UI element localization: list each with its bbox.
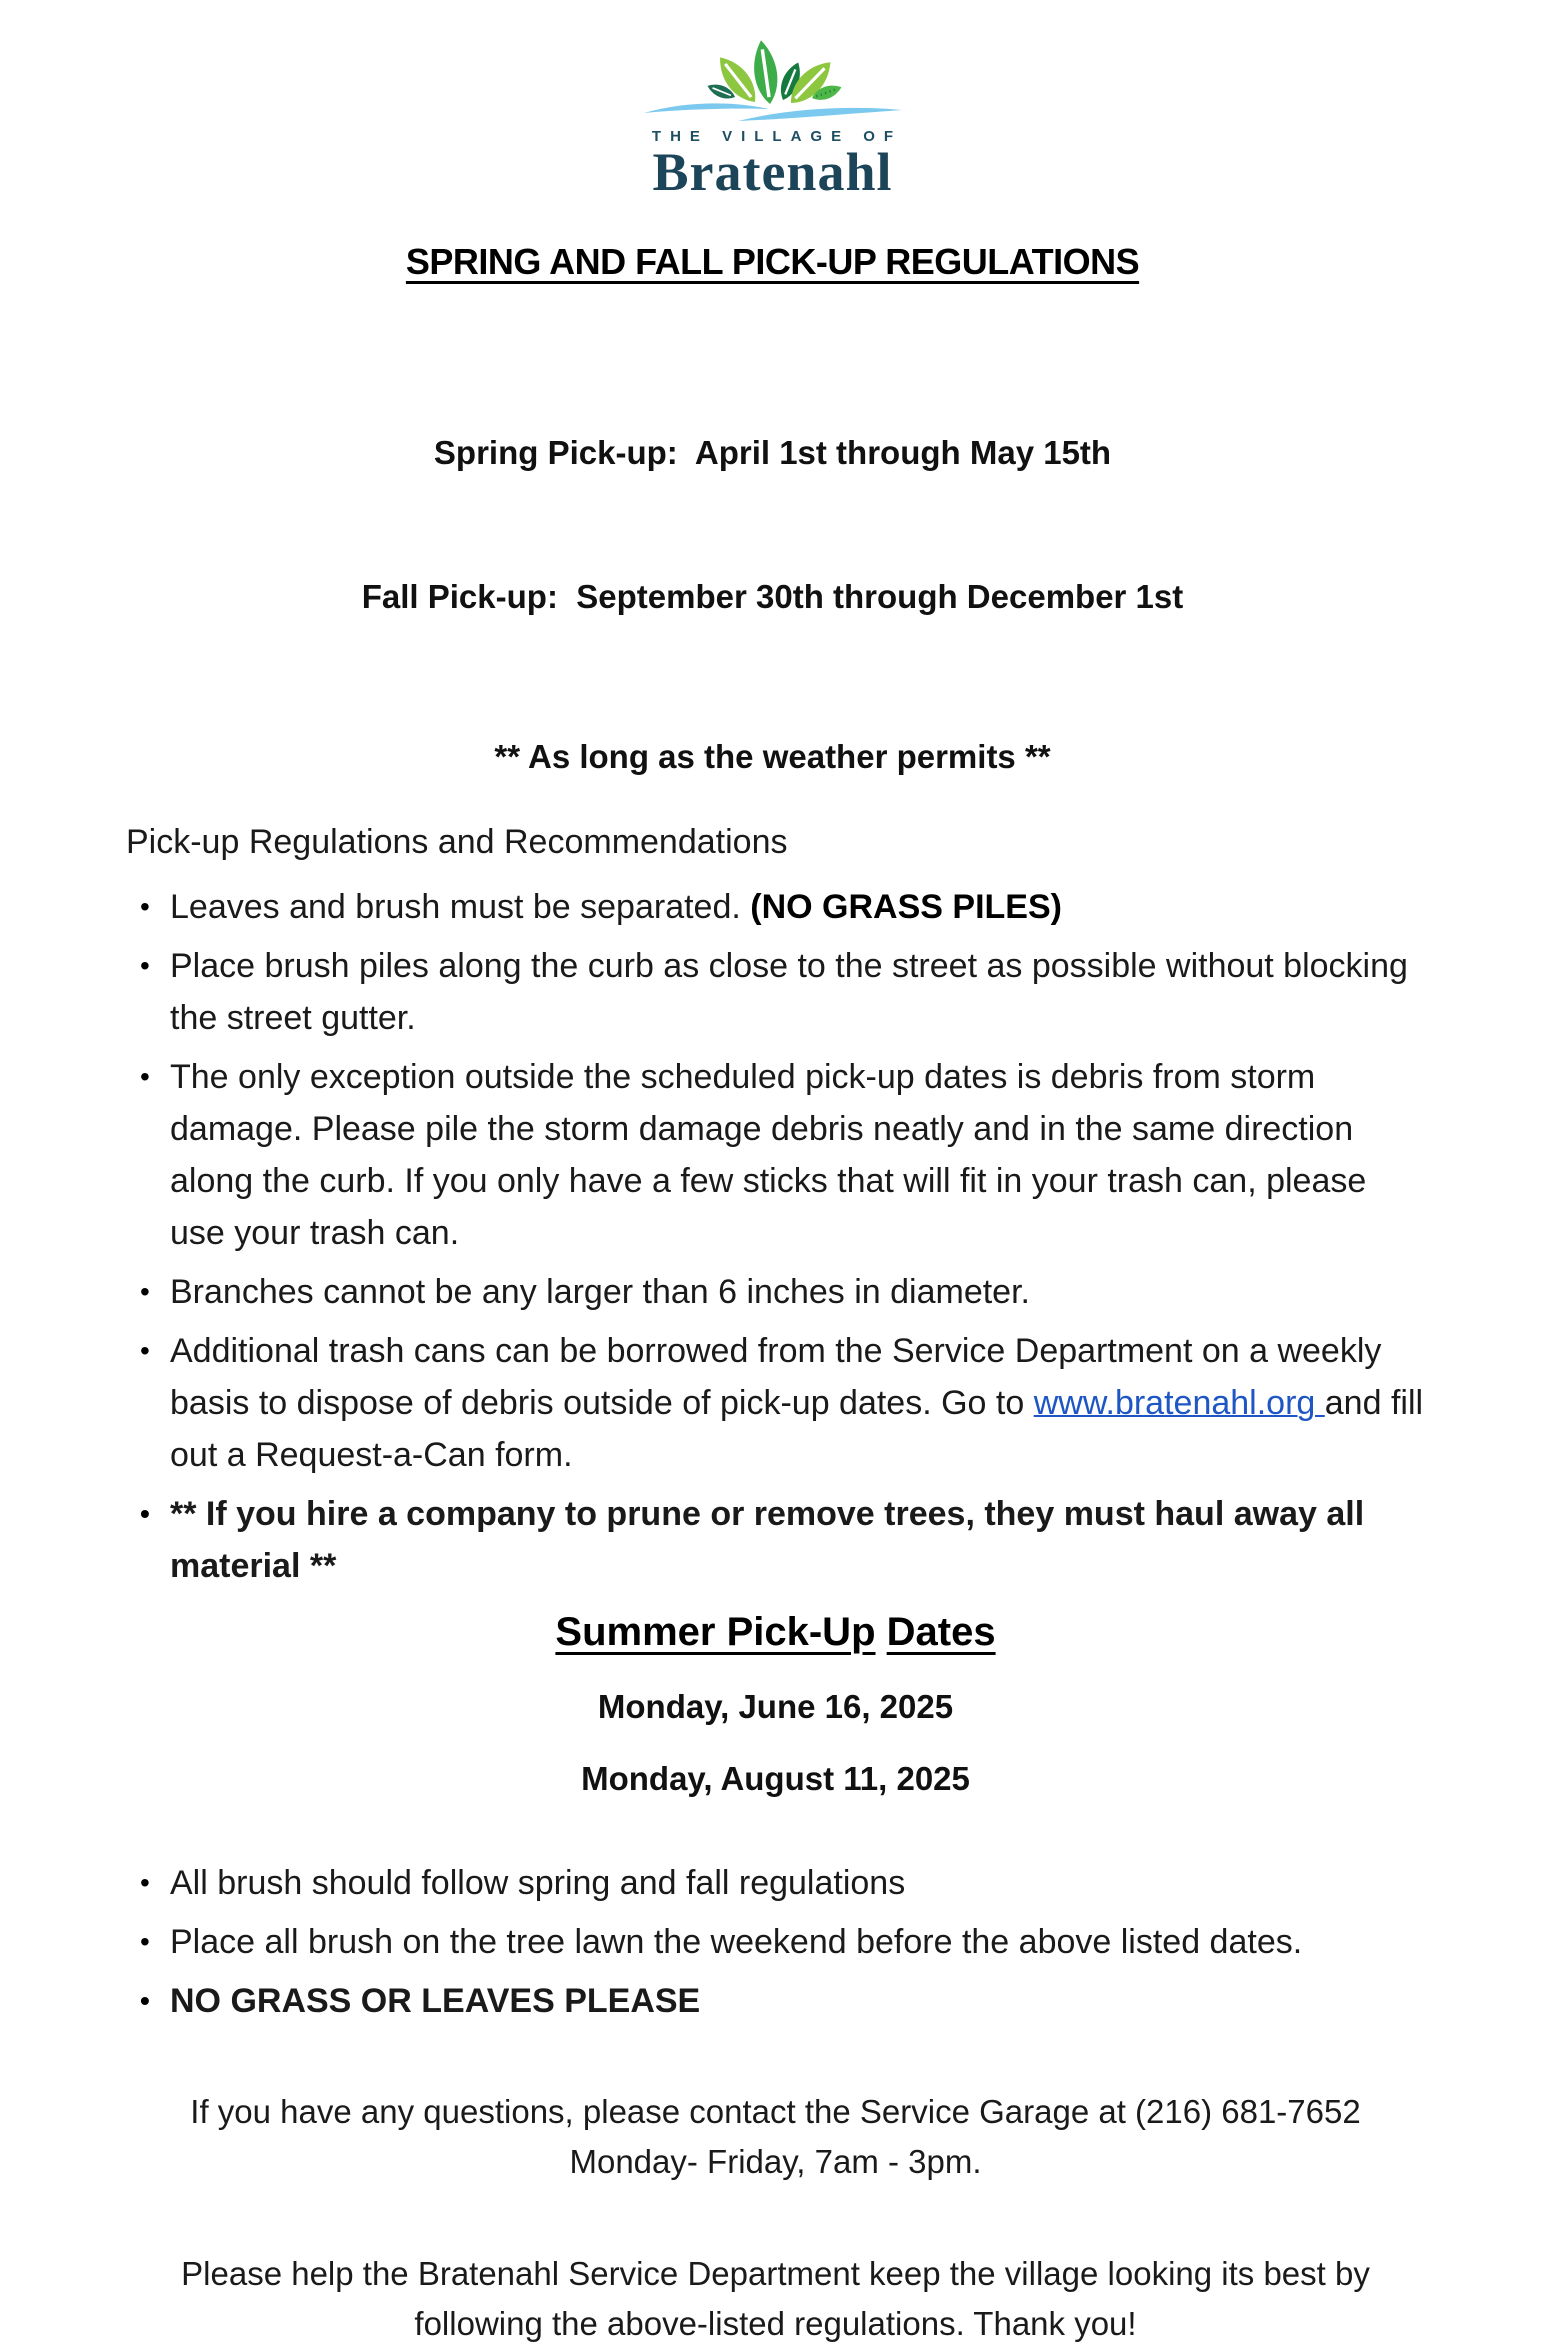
contact-line: If you have any questions, please contact the Service Garage at (216) 681-7652 [190,2093,1361,2131]
weather-note: ** As long as the weather permits ** [494,738,1051,775]
logo-wordmark: Bratenahl [652,142,893,202]
list-item-text: Additional trash cans can be borrowed from the Service Department on a weekly basis to dispose of debris outside of pick-up dates. Go to [170,1332,1382,1422]
summer-heading-part1: Summer Pick-Up [555,1610,876,1654]
summer-heading-part2: Dates [886,1610,996,1654]
list-item [170,1325,1425,1481]
summer-date-june: Monday, June 16, 2025 [597,1688,954,1726]
list-item-bold-text: (NO GRASS PILES) [750,888,1062,926]
pickup-schedule [0,333,1545,717]
contact-info [126,2087,1425,2187]
list-item: • Branches cannot be any larger than 6 inches in diameter. [170,1266,1425,1318]
footer-line: following the above-listed regulations. Thank you! [414,2305,1137,2343]
fall-pickup-line: Fall Pick-up: September 30th through December 1st [361,578,1184,615]
contact-hours: Monday- Friday, 7am - 3pm. [569,2143,982,2181]
list-item-text: Leaves and brush must be separated. [170,888,751,926]
list-item: • Place brush piles along the curb as close to the street as possible without blocking the street gutter. [170,940,1425,1044]
summer-date-august: Monday, August 11, 2025 [581,1760,970,1798]
logo-tagline: THE VILLAGE OF [651,128,903,145]
content-column [126,816,1425,2349]
footer-line: Please help the Bratenahl Service Department keep the village looking its best by [181,2255,1370,2293]
list-item-text: and fill out a Request-a-Can form. [170,1384,1424,1474]
bratenahl-leaves-wave-logo-icon [642,18,904,126]
list-item [170,881,1425,933]
summer-pickup-heading [126,1610,1425,1654]
list-item: • NO GRASS OR LEAVES PLEASE [170,1975,1425,2027]
village-logo [0,18,1545,202]
spring-pickup-line: Spring Pick-up: April 1st through May 15th [433,434,1112,471]
list-item: • The only exception outside the scheduled pick-up dates is debris from storm damage. Please pile the storm damage debris neatly and in the same direction along the curb. If you only have a few sticks that will fit in your trash can, please use your trash can. [170,1051,1425,1259]
page-title: SPRING AND FALL PICK-UP REGULATIONS [405,241,1140,282]
list-item: • Place all brush on the tree lawn the weekend before the above listed dates. [170,1916,1425,1968]
list-item: • ** If you hire a company to prune or remove trees, they must haul away all material ** [170,1488,1425,1592]
regulations-intro: Pick-up Regulations and Recommendations [126,823,788,861]
bratenahl-website-link[interactable]: www.bratenahl.org [1033,1384,1325,1422]
summer-rules-list [126,1857,1425,2027]
footer-note [126,2249,1425,2349]
regulations-list [126,881,1425,1592]
list-item: • All brush should follow spring and fall regulations [170,1857,1425,1909]
